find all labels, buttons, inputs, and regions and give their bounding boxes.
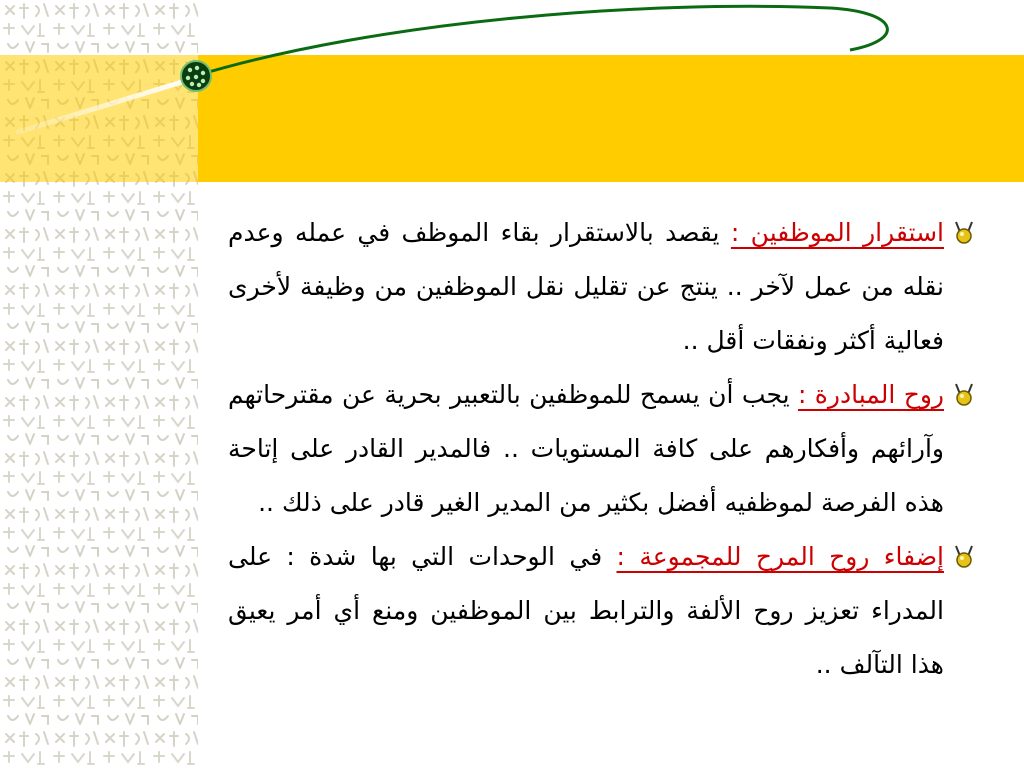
swoosh-tail [18,82,182,132]
bullet-item [228,206,978,368]
bullet-text: في الوحدات التي بها شدة : على المدراء تعزيز روح الألفة والترابط بين الموظفين ومنع أي أمر يعيق هذا التآلف .. [228,542,944,679]
green-dotted-ball-icon [181,61,211,91]
bullet-item [228,368,978,530]
bullet-item [228,530,978,692]
bullet-term: روح المبادرة : [797,380,944,409]
bullet-term: استقرار الموظفين : [730,218,944,247]
yellow-jewel-bullet-icon [950,542,978,570]
bullet-term: إضفاء روح المرح للمجموعة : [616,542,944,571]
bullet-text: يقصد بالاستقرار بقاء الموظف في عمله وعدم نقله من عمل لآخر .. ينتج عن تقليل نقل الموظفين من وظيفة لأخرى فعالية أكثر ونفقات أقل .. [228,218,944,355]
yellow-jewel-bullet-icon [950,380,978,408]
bullet-text: يجب أن يسمح للموظفين بالتعبير بحرية عن مقترحاتهم وآرائهم وأفكارهم على كافة المستويات .. فالمدير القادر على إتاحة هذه الفرصة لموظفيه أفضل بكثير من المدير الغير قادر على ذلك .. [228,380,944,517]
yellow-jewel-bullet-icon [950,218,978,246]
swoosh-curve [195,6,887,76]
bullet-list [228,206,978,692]
swoosh-decoration [0,0,1024,200]
